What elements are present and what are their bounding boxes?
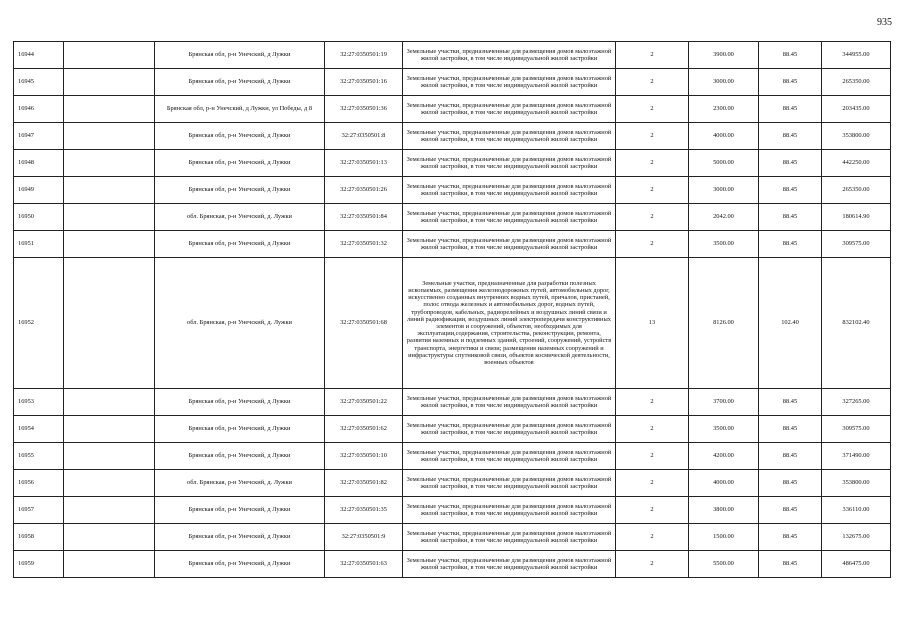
land-purpose-text: Земельные участки, предназначенные для размещения домов малоэтажной жилой застройки, в том числе индивидуальной жилой застройки <box>406 421 612 436</box>
table-row <box>14 416 891 443</box>
row-id-cell: 16947 <box>14 123 64 150</box>
area-cell: 3500.00 <box>689 231 759 258</box>
group-number-cell: 2 <box>616 416 689 443</box>
land-purpose-text: Земельные участки, предназначенные для размещения домов малоэтажной жилой застройки, в том числе индивидуальной жилой застройки <box>406 502 612 517</box>
blank-cell <box>64 258 155 389</box>
row-id-cell: 16957 <box>14 497 64 524</box>
blank-cell <box>64 123 155 150</box>
land-purpose-text: Земельные участки, предназначенные для размещения домов малоэтажной жилой застройки, в том числе индивидуальной жилой застройки <box>406 155 612 170</box>
land-purpose-text: Земельные участки, предназначенные для размещения домов малоэтажной жилой застройки, в том числе индивидуальной жилой застройки <box>406 47 612 62</box>
group-number-cell: 2 <box>616 204 689 231</box>
land-purpose-cell <box>403 416 616 443</box>
cadastral-value-cell: 371490.00 <box>822 443 891 470</box>
land-purpose-cell <box>403 524 616 551</box>
specific-value-cell: 88.45 <box>759 177 822 204</box>
table-row <box>14 231 891 258</box>
cadastral-value-cell: 353800.00 <box>822 123 891 150</box>
land-purpose-cell <box>403 96 616 123</box>
blank-cell <box>64 42 155 69</box>
land-purpose-cell <box>403 470 616 497</box>
group-number-cell: 2 <box>616 150 689 177</box>
row-id-cell: 16955 <box>14 443 64 470</box>
address-cell: Брянская обл, р-н Унечский, д Лужки <box>155 443 325 470</box>
specific-value-cell: 88.45 <box>759 524 822 551</box>
cadastral-value-cell: 309575.00 <box>822 416 891 443</box>
cadastral-number-cell: 32:27:0350501:8 <box>325 123 403 150</box>
specific-value-cell: 88.45 <box>759 42 822 69</box>
area-cell: 4000.00 <box>689 470 759 497</box>
land-purpose-cell <box>403 42 616 69</box>
blank-cell <box>64 443 155 470</box>
group-number-cell: 2 <box>616 123 689 150</box>
land-purpose-cell <box>403 258 616 389</box>
area-cell: 2042.00 <box>689 204 759 231</box>
group-number-cell: 2 <box>616 231 689 258</box>
group-number-cell: 2 <box>616 443 689 470</box>
cadastral-number-cell: 32:27:0350501:22 <box>325 389 403 416</box>
row-id-cell: 16950 <box>14 204 64 231</box>
specific-value-cell: 88.45 <box>759 123 822 150</box>
row-id-cell: 16956 <box>14 470 64 497</box>
table-row <box>14 497 891 524</box>
land-purpose-text: Земельные участки, предназначенные для размещения домов малоэтажной жилой застройки, в том числе индивидуальной жилой застройки <box>406 101 612 116</box>
land-purpose-text: Земельные участки, предназначенные для размещения домов малоэтажной жилой застройки, в том числе индивидуальной жилой застройки <box>406 529 612 544</box>
area-cell: 3000.00 <box>689 69 759 96</box>
land-purpose-text: Земельные участки, предназначенные для размещения домов малоэтажной жилой застройки, в том числе индивидуальной жилой застройки <box>406 128 612 143</box>
row-id-cell: 16948 <box>14 150 64 177</box>
address-cell: Брянская обл, р-н Унечский, д Лужки <box>155 123 325 150</box>
table-row <box>14 524 891 551</box>
cadastral-value-table <box>13 41 891 578</box>
group-number-cell: 2 <box>616 470 689 497</box>
area-cell: 5500.00 <box>689 551 759 578</box>
row-id-cell: 16958 <box>14 524 64 551</box>
land-purpose-cell <box>403 443 616 470</box>
specific-value-cell: 88.45 <box>759 69 822 96</box>
area-cell: 1500.00 <box>689 524 759 551</box>
cadastral-value-cell: 336110.00 <box>822 497 891 524</box>
table-row <box>14 150 891 177</box>
specific-value-cell: 88.45 <box>759 551 822 578</box>
cadastral-value-cell: 832102.40 <box>822 258 891 389</box>
address-cell: Брянская обл, р-н Унечский, д Лужки <box>155 389 325 416</box>
specific-value-cell: 88.45 <box>759 231 822 258</box>
address-cell: Брянская обл, р-н Унечский, д Лужки, ул Победы, д 8 <box>155 96 325 123</box>
address-cell: Брянская обл, р-н Унечский, д Лужки <box>155 416 325 443</box>
table-row <box>14 96 891 123</box>
cadastral-number-cell: 32:27:0350501:32 <box>325 231 403 258</box>
table-row <box>14 470 891 497</box>
blank-cell <box>64 177 155 204</box>
land-purpose-text: Земельные участки, предназначенные для размещения домов малоэтажной жилой застройки, в том числе индивидуальной жилой застройки <box>406 448 612 463</box>
specific-value-cell: 102.40 <box>759 258 822 389</box>
area-cell: 4000.00 <box>689 123 759 150</box>
row-id-cell: 16954 <box>14 416 64 443</box>
land-purpose-cell <box>403 123 616 150</box>
group-number-cell: 2 <box>616 96 689 123</box>
row-id-cell: 16953 <box>14 389 64 416</box>
blank-cell <box>64 524 155 551</box>
cadastral-number-cell: 32:27:0350501:84 <box>325 204 403 231</box>
address-cell: обл. Брянская, р-н Унечский, д. Лужки <box>155 204 325 231</box>
land-purpose-cell <box>403 150 616 177</box>
cadastral-value-cell: 344955.00 <box>822 42 891 69</box>
cadastral-value-cell: 265350.00 <box>822 177 891 204</box>
address-cell: Брянская обл, р-н Унечский, д Лужки <box>155 551 325 578</box>
blank-cell <box>64 231 155 258</box>
land-purpose-cell <box>403 204 616 231</box>
row-id-cell: 16944 <box>14 42 64 69</box>
cadastral-number-cell: 32:27:0350501:13 <box>325 150 403 177</box>
specific-value-cell: 88.45 <box>759 389 822 416</box>
cadastral-number-cell: 32:27:0350501:16 <box>325 69 403 96</box>
blank-cell <box>64 69 155 96</box>
cadastral-number-cell: 32:27:0350501:9 <box>325 524 403 551</box>
address-cell: обл. Брянская, р-н Унечский, д. Лужки <box>155 258 325 389</box>
group-number-cell: 13 <box>616 258 689 389</box>
group-number-cell: 2 <box>616 551 689 578</box>
cadastral-number-cell: 32:27:0350501:63 <box>325 551 403 578</box>
land-purpose-text: Земельные участки, предназначенные для размещения домов малоэтажной жилой застройки, в том числе индивидуальной жилой застройки <box>406 394 612 409</box>
blank-cell <box>64 389 155 416</box>
address-cell: Брянская обл, р-н Унечский, д Лужки <box>155 497 325 524</box>
table-row <box>14 551 891 578</box>
land-purpose-text: Земельные участки, предназначенные для размещения домов малоэтажной жилой застройки, в том числе индивидуальной жилой застройки <box>406 209 612 224</box>
address-cell: Брянская обл, р-н Унечский, д Лужки <box>155 150 325 177</box>
table-row <box>14 177 891 204</box>
area-cell: 3800.00 <box>689 497 759 524</box>
cadastral-number-cell: 32:27:0350501:82 <box>325 470 403 497</box>
specific-value-cell: 88.45 <box>759 497 822 524</box>
cadastral-number-cell: 32:27:0350501:36 <box>325 96 403 123</box>
table-body <box>14 42 891 578</box>
specific-value-cell: 88.45 <box>759 443 822 470</box>
specific-value-cell: 88.45 <box>759 96 822 123</box>
cadastral-number-cell: 32:27:0350501:10 <box>325 443 403 470</box>
area-cell: 3900.00 <box>689 42 759 69</box>
cadastral-number-cell: 32:27:0350501:19 <box>325 42 403 69</box>
land-purpose-text: Земельные участки, предназначенные для размещения домов малоэтажной жилой застройки, в том числе индивидуальной жилой застройки <box>406 74 612 89</box>
table-row <box>14 443 891 470</box>
land-purpose-cell <box>403 497 616 524</box>
address-cell: Брянская обл, р-н Унечский, д Лужки <box>155 177 325 204</box>
table-row <box>14 389 891 416</box>
blank-cell <box>64 416 155 443</box>
specific-value-cell: 88.45 <box>759 150 822 177</box>
cadastral-value-cell: 180614.90 <box>822 204 891 231</box>
cadastral-value-cell: 309575.00 <box>822 231 891 258</box>
cadastral-number-cell: 32:27:0350501:68 <box>325 258 403 389</box>
land-purpose-cell <box>403 389 616 416</box>
row-id-cell: 16959 <box>14 551 64 578</box>
land-purpose-text: Земельные участки, предназначенные для размещения домов малоэтажной жилой застройки, в том числе индивидуальной жилой застройки <box>406 236 612 251</box>
table-row <box>14 42 891 69</box>
table-row <box>14 258 891 389</box>
land-purpose-cell <box>403 177 616 204</box>
cadastral-value-cell: 132675.00 <box>822 524 891 551</box>
land-purpose-text: Земельные участки, предназначенные для размещения домов малоэтажной жилой застройки, в том числе индивидуальной жилой застройки <box>406 182 612 197</box>
area-cell: 3000.00 <box>689 177 759 204</box>
group-number-cell: 2 <box>616 177 689 204</box>
row-id-cell: 16951 <box>14 231 64 258</box>
cadastral-value-cell: 486475.00 <box>822 551 891 578</box>
land-purpose-cell <box>403 69 616 96</box>
land-purpose-cell <box>403 231 616 258</box>
page-number: 935 <box>877 17 892 28</box>
row-id-cell: 16946 <box>14 96 64 123</box>
group-number-cell: 2 <box>616 497 689 524</box>
blank-cell <box>64 96 155 123</box>
table-row <box>14 204 891 231</box>
area-cell: 3500.00 <box>689 416 759 443</box>
group-number-cell: 2 <box>616 42 689 69</box>
area-cell: 3700.00 <box>689 389 759 416</box>
land-purpose-text: Земельные участки, предназначенные для разработки полезных ископаемых, размещения железнодорожных путей, автомобильных дорог, искусственно созданных внутренних водных путей, причалов, пристаней, полос отвода железных и автомобильных дорог, водных путей, трубопроводов, кабельных, радиорелейных и воздушных линий связи и линий радиофикации, воздушных линий электропередачи конструктивных элементов и сооружений, объектов, необходимых для эксплуатации,содержания, строительства, реконструкции, ремонта, развития наземных и подземных зданий, строений, сооружений, устройств транспорта, энергетики и связи; размещения наземных сооружений и инфраструктуры спутниковой связи, объектов космической деятельности, военных объектов <box>406 279 612 367</box>
cadastral-number-cell: 32:27:0350501:26 <box>325 177 403 204</box>
address-cell: Брянская обл, р-н Унечский, д Лужки <box>155 231 325 258</box>
group-number-cell: 2 <box>616 524 689 551</box>
group-number-cell: 2 <box>616 69 689 96</box>
blank-cell <box>64 470 155 497</box>
group-number-cell: 2 <box>616 389 689 416</box>
area-cell: 2300.00 <box>689 96 759 123</box>
address-cell: обл. Брянская, р-н Унечский, д. Лужки <box>155 470 325 497</box>
address-cell: Брянская обл, р-н Унечский, д Лужки <box>155 524 325 551</box>
blank-cell <box>64 551 155 578</box>
row-id-cell: 16952 <box>14 258 64 389</box>
cadastral-number-cell: 32:27:0350501:35 <box>325 497 403 524</box>
specific-value-cell: 88.45 <box>759 204 822 231</box>
row-id-cell: 16945 <box>14 69 64 96</box>
specific-value-cell: 88.45 <box>759 470 822 497</box>
land-purpose-text: Земельные участки, предназначенные для размещения домов малоэтажной жилой застройки, в том числе индивидуальной жилой застройки <box>406 556 612 571</box>
area-cell: 8126.00 <box>689 258 759 389</box>
row-id-cell: 16949 <box>14 177 64 204</box>
table-row <box>14 123 891 150</box>
address-cell: Брянская обл, р-н Унечский, д Лужки <box>155 42 325 69</box>
cadastral-value-cell: 353800.00 <box>822 470 891 497</box>
address-cell: Брянская обл, р-н Унечский, д Лужки <box>155 69 325 96</box>
land-purpose-cell <box>403 551 616 578</box>
blank-cell <box>64 150 155 177</box>
table-row <box>14 69 891 96</box>
blank-cell <box>64 497 155 524</box>
land-purpose-text: Земельные участки, предназначенные для размещения домов малоэтажной жилой застройки, в том числе индивидуальной жилой застройки <box>406 475 612 490</box>
area-cell: 4200.00 <box>689 443 759 470</box>
area-cell: 5000.00 <box>689 150 759 177</box>
cadastral-value-cell: 265350.00 <box>822 69 891 96</box>
blank-cell <box>64 204 155 231</box>
cadastral-value-cell: 442250.00 <box>822 150 891 177</box>
cadastral-number-cell: 32:27:0350501:62 <box>325 416 403 443</box>
cadastral-value-cell: 203435.00 <box>822 96 891 123</box>
specific-value-cell: 88.45 <box>759 416 822 443</box>
cadastral-value-cell: 327265.00 <box>822 389 891 416</box>
